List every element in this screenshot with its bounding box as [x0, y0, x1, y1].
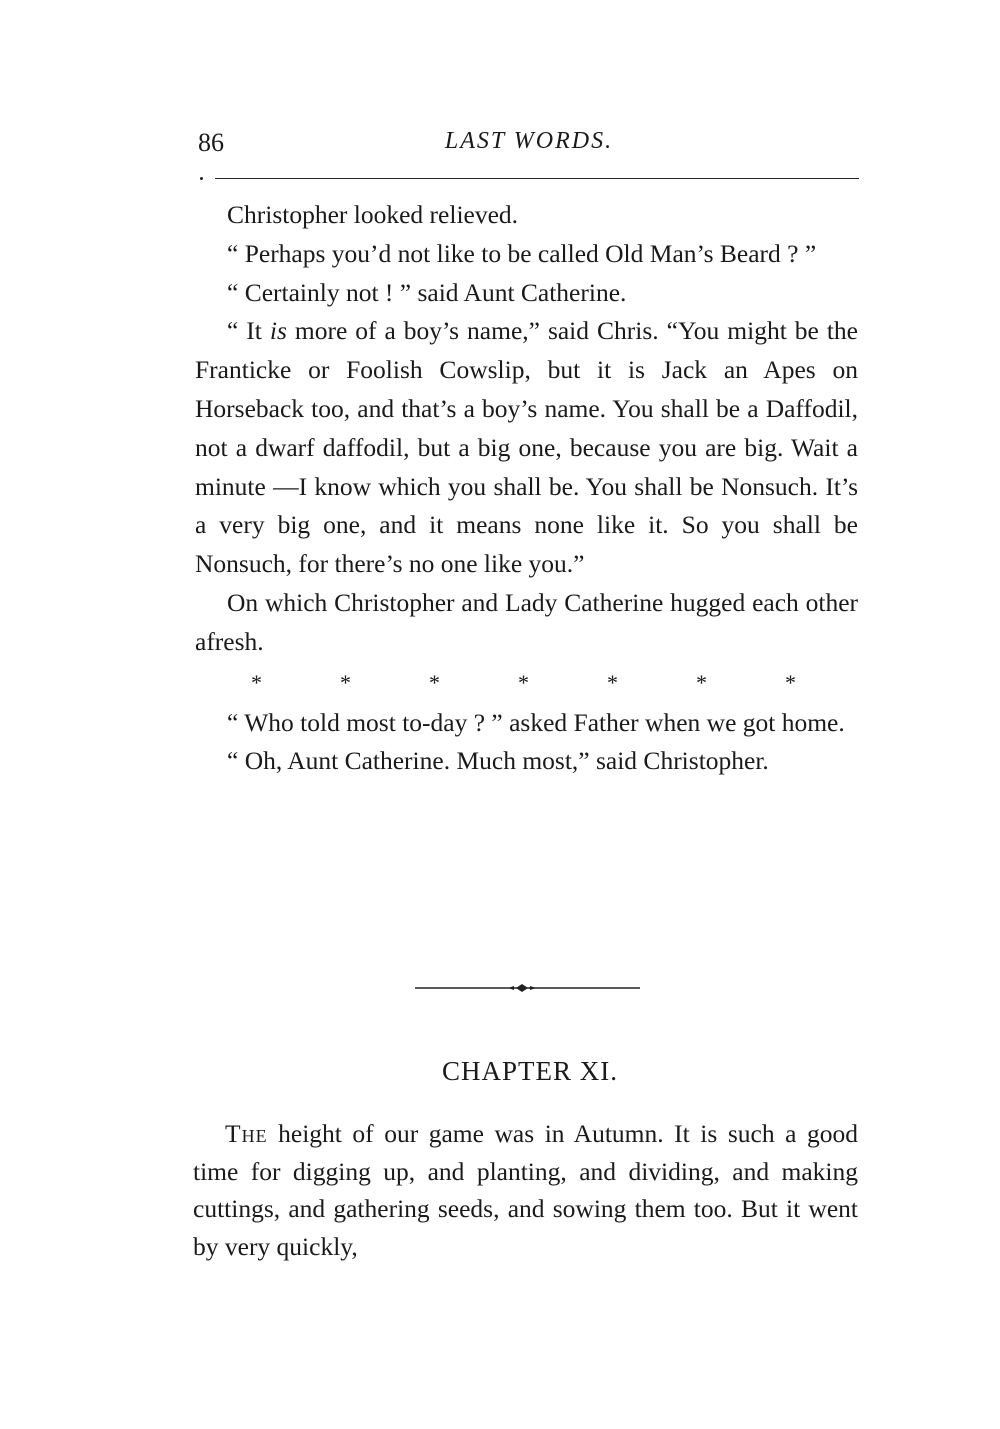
page-header [198, 128, 860, 164]
paragraph: “ Certainly not ! ” said Aunt Catherine. [227, 277, 627, 307]
emphasis: is [269, 316, 287, 346]
asterisk: * [429, 669, 440, 695]
chapter-heading: CHAPTER XI. [441, 1056, 618, 1086]
paragraph: Christopher looked relieved. [227, 200, 519, 229]
asterisk: * [251, 669, 262, 695]
asterisk: * [696, 669, 707, 695]
divider-diamond [516, 984, 528, 992]
chapter-divider-ornament [0, 978, 1000, 998]
paragraph [193, 1115, 858, 1265]
paragraph: On which Christopher and Lady Catherine hugged each other afresh. [195, 587, 858, 656]
divider-arrow-left [508, 986, 514, 990]
asterisk: * [340, 669, 351, 695]
section-break-asterisks [195, 662, 858, 704]
paragraph [195, 312, 858, 584]
chapter-text [193, 1115, 858, 1265]
page-number: 86 [198, 128, 224, 157]
quote-open: “ It [227, 316, 270, 346]
header-rule [215, 178, 859, 179]
body-text [195, 196, 858, 781]
header-rule-dot [200, 177, 203, 180]
lead-word: The [225, 1119, 268, 1148]
divider-arrow-right [530, 986, 536, 990]
paragraph-text: height of our game was in Autumn. It is such a good time for digging up, and planting, and dividing, and making cuttings, and gathering seeds, and sowing them too. But it went by very quickly, [193, 1119, 858, 1261]
asterisk: * [785, 669, 796, 695]
paragraph-text: more of a boy’s name,” said Chris. “You might be the Franticke or Foolish Cowslip, but it is Jack an Apes on Horseback too, and that’s a boy’s name. You shall be a Daffodil, not a dwarf daffodil, but a big one, because you are big. Wait a minute —I know which you shall be. You shall be Nonsuch. It’s a very big one, and it means none like it. So you shall be Nonsuch, for there’s no one like you.” [195, 316, 858, 579]
paragraph: “ Oh, Aunt Catherine. Much most,” said Christopher. [227, 746, 769, 776]
asterisk: * [518, 669, 529, 695]
paragraph: “ Perhaps you’d not like to be called Old Man’s Beard ? ” [227, 238, 817, 268]
running-title: LAST WORDS. [444, 128, 614, 154]
asterisk: * [607, 669, 618, 695]
paragraph: “ Who told most to-day ? ” asked Father when we got home. [227, 707, 845, 737]
